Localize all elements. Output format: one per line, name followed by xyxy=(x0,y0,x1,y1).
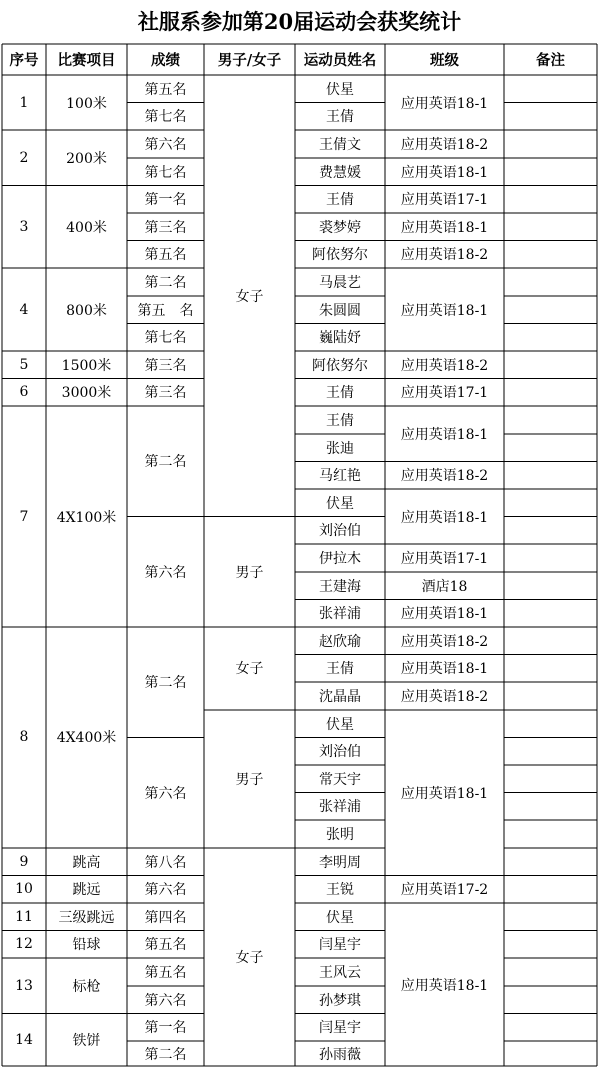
athlete-name: 王倩 xyxy=(326,109,354,126)
row-index: 1 xyxy=(19,94,29,111)
athlete-name: 王风云 xyxy=(319,964,361,981)
result-cell: 第七名 xyxy=(144,164,187,181)
result-cell: 第三名 xyxy=(144,357,187,374)
class-cell: 应用英语18-1 xyxy=(400,426,489,443)
athlete-name: 马红艳 xyxy=(319,468,361,485)
athlete-name: 王建海 xyxy=(319,578,361,595)
class-cell: 应用英语18-1 xyxy=(400,977,489,994)
athlete-name: 王锐 xyxy=(326,882,354,899)
remarks-cell xyxy=(504,75,597,103)
header-index: 序号 xyxy=(9,52,39,69)
gender-cell: 男子 xyxy=(235,564,264,581)
row-index: 10 xyxy=(15,881,33,898)
result-cell: 第六名 xyxy=(144,785,187,802)
class-cell: 应用英语18-2 xyxy=(400,633,489,650)
athlete-name: 巍陆妤 xyxy=(319,330,361,347)
athlete-name: 伊拉木 xyxy=(319,550,361,567)
athlete-name: 马晨艺 xyxy=(319,274,361,291)
event-name: 4X100米 xyxy=(56,509,117,526)
athlete-name: 刘治伯 xyxy=(319,523,361,540)
athlete-name: 闫星宇 xyxy=(319,937,361,954)
remarks-cell xyxy=(504,848,597,876)
athlete-name: 阿依努尔 xyxy=(312,247,368,264)
remarks-cell xyxy=(504,461,597,489)
remarks-cell xyxy=(504,544,597,572)
class-cell: 应用英语17-1 xyxy=(400,550,489,567)
athlete-name: 闫星宇 xyxy=(319,1020,361,1037)
athlete-name: 王倩 xyxy=(326,192,354,209)
remarks-cell xyxy=(504,958,597,986)
athlete-name: 伏星 xyxy=(326,909,354,926)
athlete-name: 孙雨薇 xyxy=(319,1046,361,1063)
class-cell: 应用英语18-1 xyxy=(400,509,489,526)
result-cell: 第二名 xyxy=(144,454,187,471)
result-cell: 第二名 xyxy=(144,1046,187,1063)
result-cell: 第二名 xyxy=(144,675,187,692)
remarks-cell xyxy=(504,682,597,710)
class-cell: 应用英语18-1 xyxy=(400,164,489,181)
class-cell: 应用英语18-1 xyxy=(400,785,489,802)
row-index: 12 xyxy=(15,936,33,953)
result-cell: 第五名 xyxy=(144,937,187,954)
result-cell: 第五名 xyxy=(144,247,187,264)
result-cell: 第一名 xyxy=(144,192,187,209)
event-name: 100米 xyxy=(66,95,107,112)
event-name: 800米 xyxy=(66,302,107,319)
row-index: 2 xyxy=(19,149,29,166)
result-cell: 第三名 xyxy=(144,219,187,236)
athlete-name: 沈晶晶 xyxy=(319,688,361,705)
header-remarks: 备注 xyxy=(536,52,565,69)
gender-cell: 女子 xyxy=(235,661,264,678)
athlete-name: 张迪 xyxy=(326,440,354,457)
row-index: 13 xyxy=(15,977,33,994)
remarks-cell xyxy=(504,765,597,793)
event-name: 跳远 xyxy=(72,882,101,899)
remarks-cell xyxy=(504,213,597,241)
remarks-cell xyxy=(504,793,597,821)
row-index: 4 xyxy=(19,301,29,318)
athlete-name: 赵欣瑜 xyxy=(319,633,361,650)
event-name: 铅球 xyxy=(72,937,101,954)
athlete-name: 裘梦婷 xyxy=(319,219,361,236)
gender-cell: 女子 xyxy=(235,288,264,305)
remarks-cell xyxy=(504,296,597,324)
remarks-cell xyxy=(504,875,597,903)
result-cell: 第四名 xyxy=(144,909,187,926)
athlete-name: 张祥浦 xyxy=(319,799,361,816)
class-cell: 应用英语18-2 xyxy=(400,688,489,705)
class-cell: 应用英语18-1 xyxy=(400,219,489,236)
event-name: 200米 xyxy=(66,150,107,167)
event-name: 三级跳远 xyxy=(58,909,115,926)
page-title: 社服系参加第20届运动会获奖统计 xyxy=(137,9,462,34)
athlete-name: 孙梦琪 xyxy=(319,992,361,1009)
result-cell: 第六名 xyxy=(144,992,187,1009)
event-name: 1500米 xyxy=(61,357,112,374)
result-cell: 第三名 xyxy=(144,385,187,402)
remarks-cell xyxy=(504,1041,597,1066)
class-cell: 应用英语18-1 xyxy=(400,95,489,112)
result-cell: 第七名 xyxy=(144,330,187,347)
event-name: 3000米 xyxy=(61,385,112,402)
header-athlete: 运动员姓名 xyxy=(303,52,377,69)
class-cell: 应用英语17-1 xyxy=(400,385,489,402)
remarks-cell xyxy=(504,158,597,186)
gender-cell: 男子 xyxy=(235,771,264,788)
event-name: 铁饼 xyxy=(72,1032,101,1049)
athlete-name: 常天宇 xyxy=(319,771,361,788)
class-cell: 应用英语18-1 xyxy=(400,661,489,678)
event-name: 400米 xyxy=(66,219,107,236)
result-cell: 第一名 xyxy=(144,1020,187,1037)
event-name: 跳高 xyxy=(72,854,101,871)
remarks-cell xyxy=(504,241,597,269)
row-index: 7 xyxy=(19,508,29,525)
remarks-cell xyxy=(504,820,597,848)
class-cell: 应用英语18-1 xyxy=(400,606,489,623)
event-name: 4X400米 xyxy=(56,730,117,747)
row-index: 14 xyxy=(15,1031,33,1048)
athlete-name: 张明 xyxy=(326,826,354,843)
athlete-name: 张祥浦 xyxy=(319,606,361,623)
remarks-cell xyxy=(504,434,597,462)
athlete-name: 阿依努尔 xyxy=(312,357,368,374)
row-index: 9 xyxy=(19,853,29,870)
remarks-cell xyxy=(504,599,597,627)
athlete-name: 王倩文 xyxy=(319,136,361,153)
row-index: 5 xyxy=(19,356,29,373)
result-cell: 第六名 xyxy=(144,564,187,581)
result-cell: 第六名 xyxy=(144,882,187,899)
athlete-name: 刘治伯 xyxy=(319,744,361,761)
class-cell: 酒店18 xyxy=(421,578,468,595)
event-name: 标枪 xyxy=(72,978,101,995)
remarks-cell xyxy=(504,710,597,738)
athlete-name: 王倩 xyxy=(326,385,354,402)
remarks-cell xyxy=(504,572,597,600)
remarks-cell xyxy=(504,737,597,765)
athlete-name: 王倩 xyxy=(326,661,354,678)
result-cell: 第五 名 xyxy=(137,302,194,319)
remarks-cell xyxy=(504,655,597,683)
remarks-cell xyxy=(504,1013,597,1041)
row-index: 6 xyxy=(19,384,29,401)
row-index: 8 xyxy=(19,729,29,746)
result-cell: 第六名 xyxy=(144,136,187,153)
remarks-cell xyxy=(504,379,597,407)
athlete-name: 朱圆圆 xyxy=(319,302,361,319)
class-cell: 应用英语18-2 xyxy=(400,468,489,485)
remarks-cell xyxy=(504,268,597,296)
result-cell: 第八名 xyxy=(144,854,187,871)
remarks-cell xyxy=(504,986,597,1014)
class-cell: 应用英语18-2 xyxy=(400,357,489,374)
athlete-name: 伏星 xyxy=(326,495,354,512)
remarks-cell xyxy=(504,931,597,959)
result-cell: 第五名 xyxy=(144,964,187,981)
remarks-cell xyxy=(504,130,597,158)
athlete-name: 费慧媛 xyxy=(319,164,361,181)
header-result: 成绩 xyxy=(151,52,180,69)
class-cell: 应用英语17-2 xyxy=(400,882,489,899)
remarks-cell xyxy=(504,903,597,931)
header-gender: 男子/女子 xyxy=(217,52,282,69)
remarks-cell xyxy=(504,489,597,517)
result-cell: 第二名 xyxy=(144,274,187,291)
remarks-cell xyxy=(504,627,597,655)
row-index: 3 xyxy=(19,218,29,235)
athlete-name: 王倩 xyxy=(326,412,354,429)
remarks-cell xyxy=(504,351,597,379)
remarks-cell xyxy=(504,323,597,351)
header-class: 班级 xyxy=(430,52,459,69)
remarks-cell xyxy=(504,517,597,545)
class-cell: 应用英语18-2 xyxy=(400,136,489,153)
class-cell: 应用英语18-1 xyxy=(400,302,489,319)
remarks-cell xyxy=(504,103,597,131)
class-cell: 应用英语18-2 xyxy=(400,247,489,264)
class-cell: 应用英语17-1 xyxy=(400,192,489,209)
remarks-cell xyxy=(504,406,597,434)
row-index: 11 xyxy=(15,908,33,925)
remarks-cell xyxy=(504,185,597,213)
result-cell: 第七名 xyxy=(144,109,187,126)
athlete-name: 伏星 xyxy=(326,81,354,98)
gender-cell: 女子 xyxy=(235,949,264,966)
athlete-name: 伏星 xyxy=(326,716,354,733)
result-cell: 第五名 xyxy=(144,81,187,98)
header-event: 比赛项目 xyxy=(57,52,116,69)
athlete-name: 李明周 xyxy=(319,854,361,871)
